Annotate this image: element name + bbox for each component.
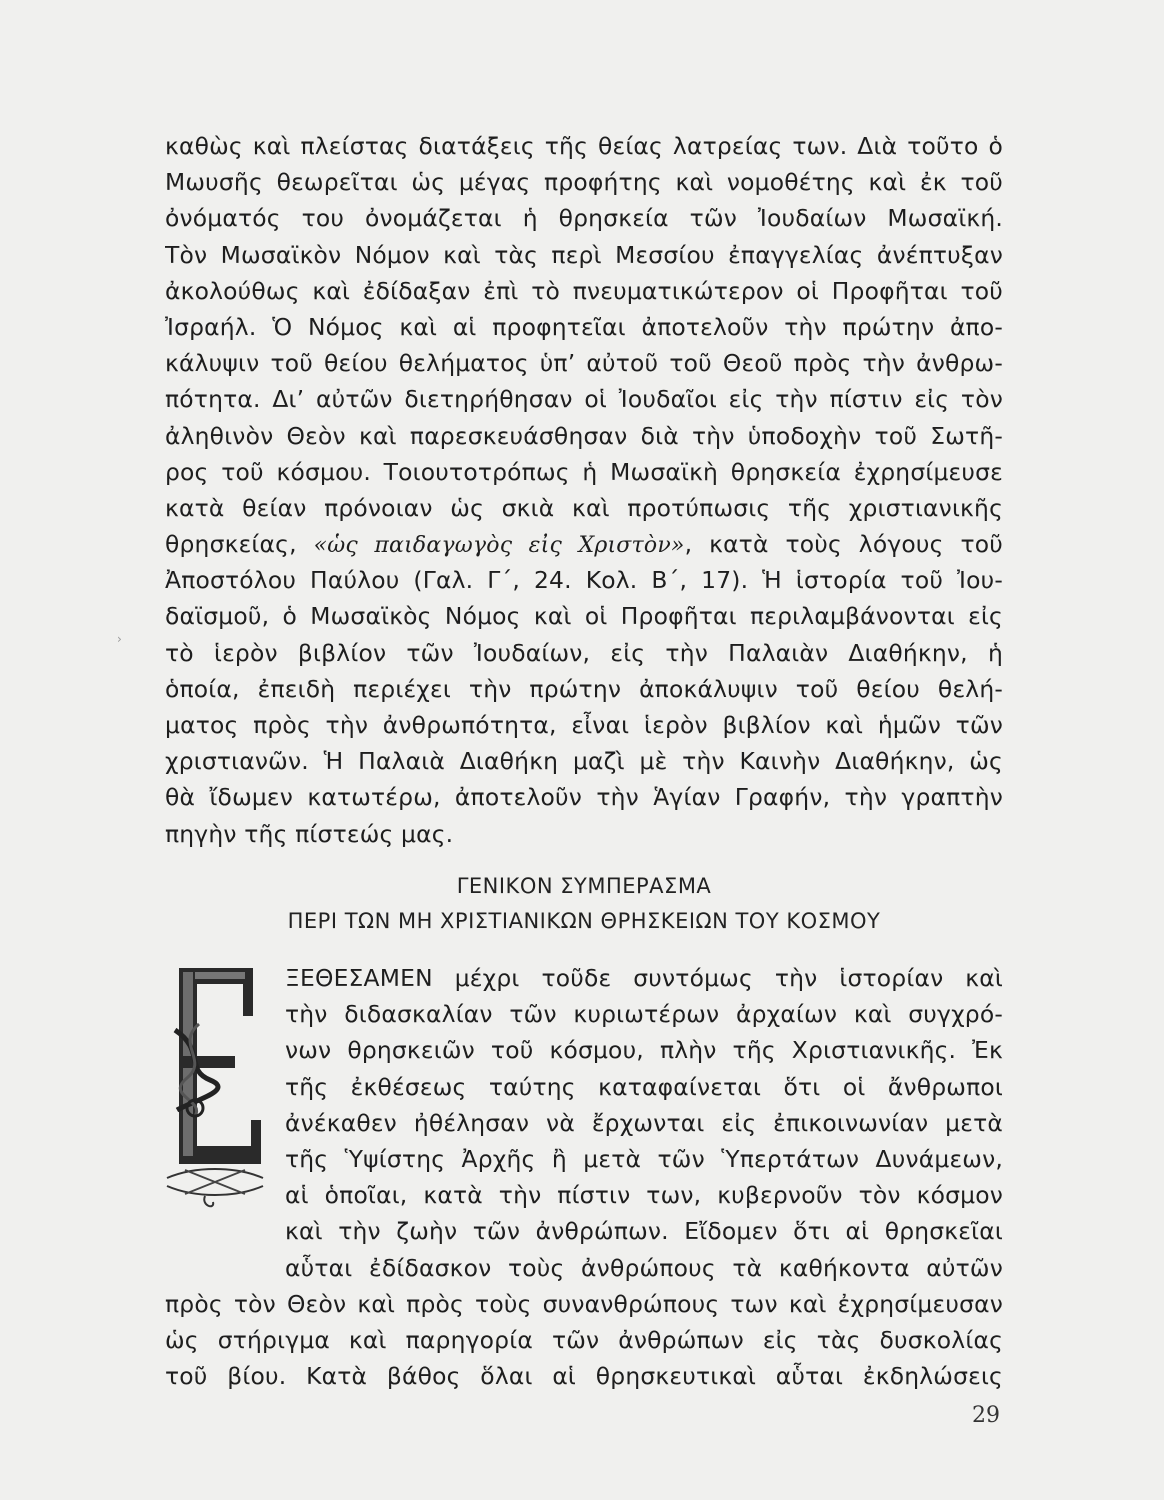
text-line: καὶ τὴν ζωὴν τῶν ἀνθρώπων. Εἴδομεν ὅτι αἱ θρησκεῖαι — [285, 1217, 1003, 1246]
text-line: ὁποία, ἐπειδὴ περιέχει τὴν πρώτην ἀποκάλυψιν τοῦ θείου θελή- — [165, 674, 1003, 703]
section-subheading: ΠΕΡΙ ΤΩΝ ΜΗ ΧΡΙΣΤΙΑΝΙΚΩΝ ΘΡΗΣΚΕΙΩΝ ΤΟΥ ΚΟΣΜΟΥ — [287, 909, 881, 933]
text-line: τὴν διδασκαλίαν τῶν κυριωτέρων ἀρχαίων καὶ συγχρό- — [285, 1000, 1003, 1029]
text-line: νων θρησκειῶν τοῦ κόσμου, πλὴν τῆς Χριστιανικῆς. Ἐκ — [285, 1036, 1003, 1065]
text-line: κατὰ θείαν πρόνοιαν ὡς σκιὰ καὶ προτύπωσις τῆς χριστιανικῆς — [165, 493, 1003, 522]
text-line: ἀνέκαθεν ἠθέλησαν νὰ ἔρχωνται εἰς ἐπικοινωνίαν μετὰ — [285, 1108, 1003, 1137]
text-line: Ἀποστόλου Παύλου (Γαλ. Γ΄, 24. Κολ. Β΄, 17). Ἡ ἱστορία τοῦ Ἰου- — [165, 566, 1003, 595]
text-line: ματος πρὸς τὴν ἀνθρωπότητα, εἶναι ἱερὸν βιβλίον καὶ ἡμῶν τῶν — [165, 711, 1003, 739]
text-line: τῆς ἐκθέσεως ταύτης καταφαίνεται ὅτι οἱ ἄνθρωποι — [285, 1072, 1003, 1101]
italic-quotation: «ὡς παιδαγωγὸς εἰς Χριστὸν» — [313, 533, 685, 559]
text-segment: θρησκείας, — [165, 530, 297, 559]
full-width-text-block — [165, 1286, 1003, 1395]
text-line: πρὸς τὸν Θεὸν καὶ πρὸς τοὺς συνανθρώπους των καὶ ἐχρησίμευσαν — [165, 1290, 1003, 1318]
page-number: 29 — [972, 1403, 1000, 1428]
text-segment: , κατὰ τοὺς λόγους τοῦ — [684, 530, 1003, 559]
text-line: Τὸν Μωσαϊκὸν Νόμον καὶ τὰς περὶ Μεσσίου ἐπαγγελίας ἀνέπτυξαν — [165, 240, 1003, 269]
text-line-with-quote — [165, 526, 1003, 562]
section-heading: ΓΕΝΙΚΟΝ ΣΥΜΠΕΡΑΣΜΑ — [456, 874, 712, 898]
text-line: ἀληθινὸν Θεὸν καὶ παρεσκευάσθησαν διὰ τὴν ὑποδοχὴν τοῦ Σωτῆ- — [165, 421, 1003, 450]
text-line: κάλυψιν τοῦ θείου θελήματος ὑπ’ αὐτοῦ τοῦ Θεοῦ πρὸς τὴν ἀνθρω- — [165, 349, 1003, 378]
text-line: καθὼς καὶ πλείστας διατάξεις τῆς θείας λατρείας των. Διὰ τοῦτο ὁ — [165, 132, 1003, 160]
text-line: τὸ ἱερὸν βιβλίον τῶν Ἰουδαίων, εἰς τὴν Παλαιὰν Διαθήκην, ἡ — [165, 638, 1003, 667]
text-line: χριστιανῶν. Ἡ Παλαιὰ Διαθήκη μαζὶ μὲ τὴν Καινὴν Διαθήκην, ὡς — [165, 747, 1003, 776]
ornamental-drop-cap-epsilon — [165, 960, 265, 1210]
text-line: τῆς Ὑψίστης Ἀρχῆς ἢ μετὰ τῶν Ὑπερτάτων Δυνάμεων, — [285, 1144, 1003, 1173]
text-line: ὀνόματός του ὀνομάζεται ἡ θρησκεία τῶν Ἰουδαίων Μωσαϊκή. — [165, 204, 1003, 233]
text-line: Μωυσῆς θεωρεῖται ὡς μέγας προφήτης καὶ νομοθέτης καὶ ἐκ τοῦ — [165, 168, 1003, 197]
text-line: ὡς στήριγμα καὶ παρηγορία τῶν ἀνθρώπων εἰς τὰς δυσκολίας — [165, 1326, 1003, 1355]
paragraph-mosaic-law — [165, 128, 1003, 852]
text-line: Ἰσραήλ. Ὁ Νόμος καὶ αἱ προφητεῖαι ἀποτελοῦν τὴν πρώτην ἀπο- — [165, 312, 1003, 341]
text-line: ρος τοῦ κόσμου. Τοιουτοτρόπως ἡ Μωσαϊκὴ θρησκεία ἐχρησίμευσε — [165, 457, 1003, 486]
text-line: θὰ ἴδωμεν κατωτέρω, ἀποτελοῦν τὴν Ἁγίαν Γραφήν, τὴν γραπτὴν — [165, 783, 1003, 812]
indented-text-block — [285, 960, 1003, 1286]
text-line: πηγὴν τῆς πίστεώς μας. — [165, 819, 454, 848]
text-line: ΞΕΘΕΣΑΜΕΝ μέχρι τοῦδε συντόμως τὴν ἱστορίαν καὶ — [285, 964, 1003, 992]
text-line: αὗται ἐδίδασκον τοὺς ἀνθρώπους τὰ καθήκοντα αὐτῶν — [285, 1253, 1003, 1282]
text-line: αἱ ὁποῖαι, κατὰ τὴν πίστιν των, κυβερνοῦν τὸν κόσμον — [285, 1181, 1003, 1210]
text-line: τοῦ βίου. Κατὰ βάθος ὅλαι αἱ θρησκευτικαὶ αὗται ἐκδηλώσεις — [165, 1362, 1003, 1391]
margin-mark: › — [117, 632, 122, 646]
text-line: πότητα. Δι’ αὐτῶν διετηρήθησαν οἱ Ἰουδαῖοι εἰς τὴν πίστιν εἰς τὸν — [165, 385, 1003, 414]
text-line: δαϊσμοῦ, ὁ Μωσαϊκὸς Νόμος καὶ οἱ Προφῆται περιλαμβάνονται εἰς — [165, 602, 1003, 631]
text-line: ἀκολούθως καὶ ἐδίδαξαν ἐπὶ τὸ πνευματικώτερον οἱ Προφῆται τοῦ — [165, 276, 1003, 305]
